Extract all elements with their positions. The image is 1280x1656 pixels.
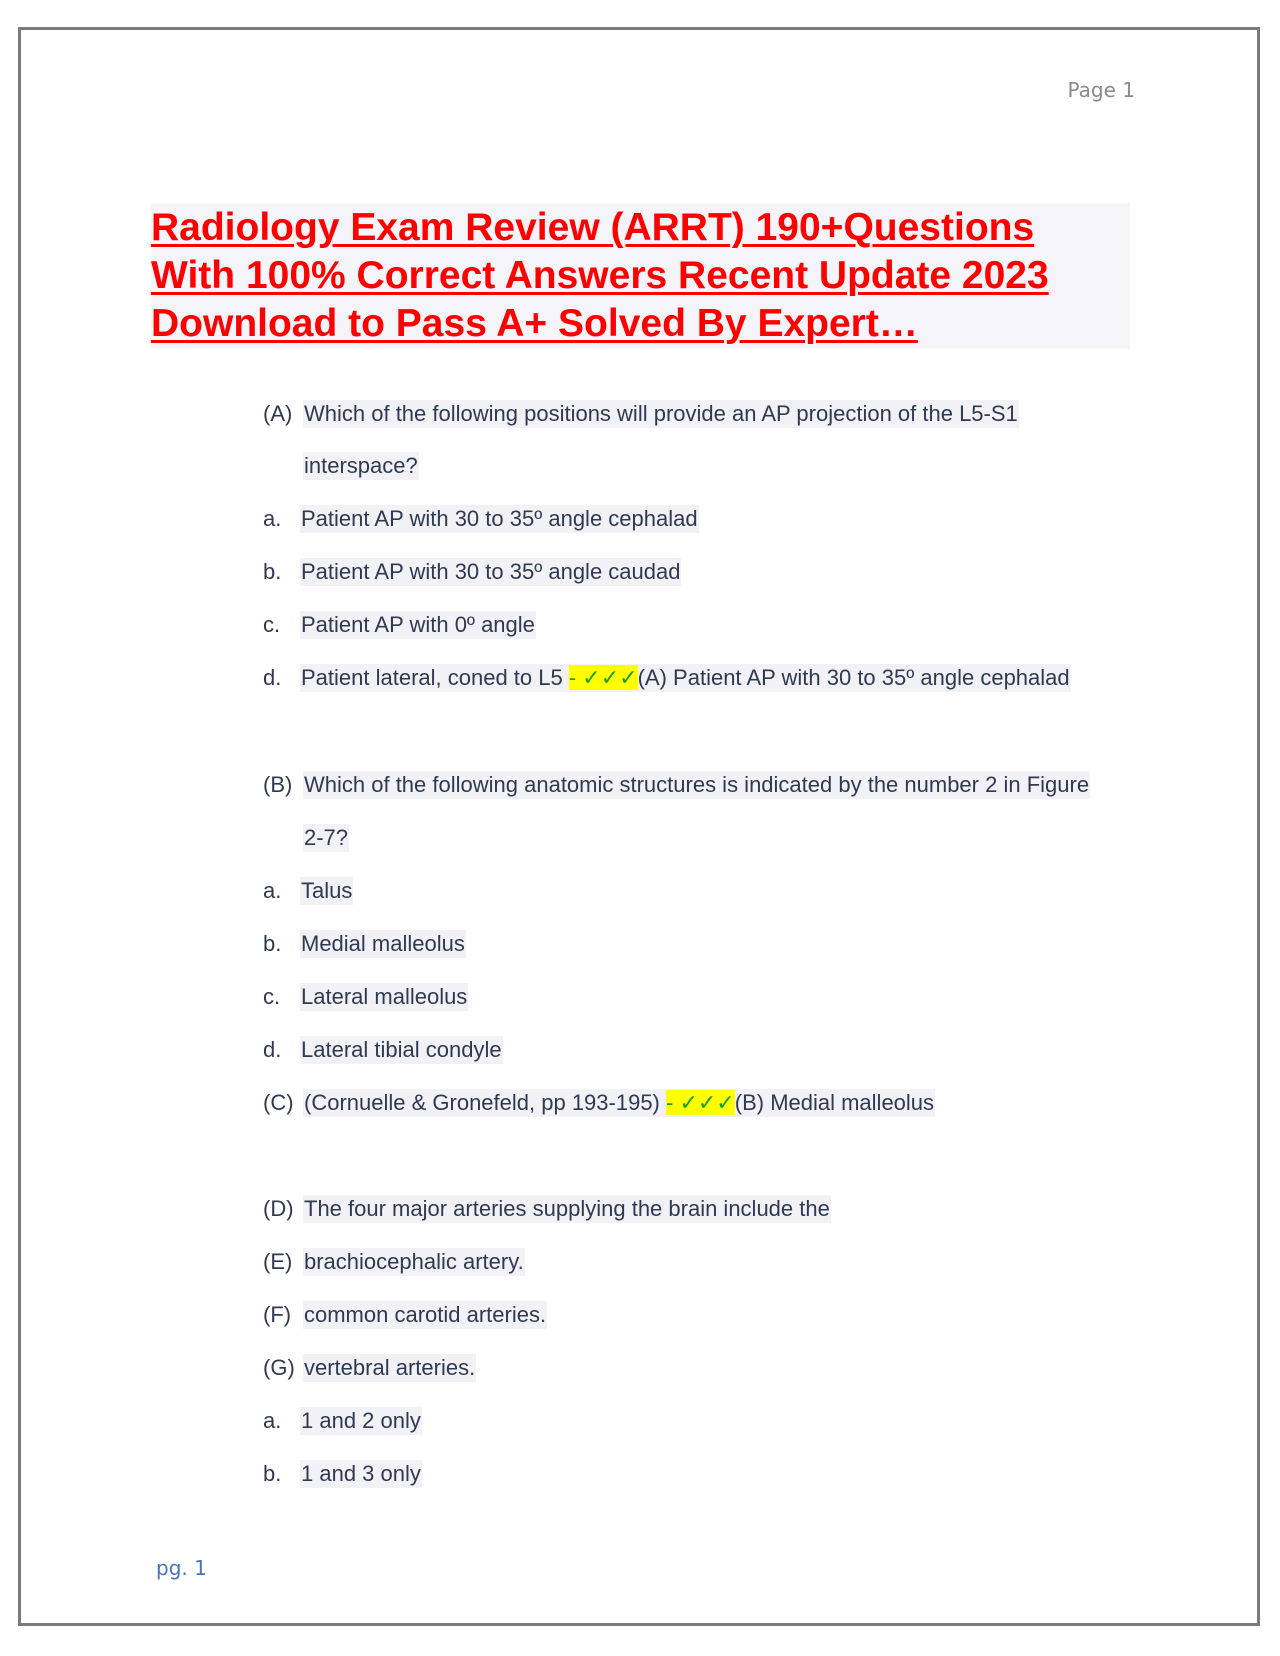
option-text: 1 and 2 only xyxy=(301,1408,421,1433)
option-text: Patient lateral, coned to L5 xyxy=(301,665,569,690)
answer-text: (A) Patient AP with 30 to 35º angle cephalad xyxy=(637,665,1070,690)
title-line-2: With 100% Correct Answers Recent Update 2023 xyxy=(151,254,1049,297)
option-marker: a. xyxy=(263,1408,282,1433)
option-text: Patient AP with 30 to 35º angle caudad xyxy=(301,559,681,584)
question-text: Which of the following positions will provide an AP projection of the L5-S1 xyxy=(304,401,1018,426)
option-marker: a. xyxy=(263,878,282,903)
option-text: Lateral malleolus xyxy=(301,984,468,1009)
item-marker: (D) xyxy=(263,1196,294,1221)
option-marker: b. xyxy=(263,931,282,956)
option-marker: b. xyxy=(263,559,282,584)
checkmark-highlight: - ✓✓✓ xyxy=(568,665,638,690)
item-text-with-answer xyxy=(303,1089,935,1117)
item-marker: (E) xyxy=(263,1249,293,1274)
item-text: brachiocephalic artery. xyxy=(304,1249,524,1274)
question-marker: (B) xyxy=(263,772,293,797)
option-marker: a. xyxy=(263,506,282,531)
question-text: Which of the following anatomic structures is indicated by the number 2 in Figure xyxy=(304,772,1090,797)
item-marker: (C) xyxy=(263,1090,294,1115)
footer-page-number: pg. 1 xyxy=(156,1556,207,1580)
answer-text: (B) Medial malleolus xyxy=(734,1090,935,1115)
option-marker: b. xyxy=(263,1461,282,1486)
option-marker: c. xyxy=(263,612,281,637)
option-text: Patient AP with 0º angle xyxy=(301,612,535,637)
item-marker: (F) xyxy=(263,1302,292,1327)
question-text: 2-7? xyxy=(304,825,349,850)
question-text: interspace? xyxy=(304,453,418,478)
item-text: vertebral arteries. xyxy=(304,1355,476,1380)
title-line-1: Radiology Exam Review (ARRT) 190+Questions xyxy=(151,206,1035,249)
option-text: Patient AP with 30 to 35º angle cephalad xyxy=(301,506,698,531)
option-text: Medial malleolus xyxy=(301,931,465,956)
item-text: common carotid arteries. xyxy=(304,1302,547,1327)
header-page-number: Page 1 xyxy=(1067,78,1135,102)
item-marker: (G) xyxy=(263,1355,295,1380)
reference-text: (Cornuelle & Gronefeld, pp 193-195) xyxy=(304,1090,666,1115)
option-text: 1 and 3 only xyxy=(301,1461,421,1486)
option-text: Lateral tibial condyle xyxy=(301,1037,502,1062)
checkmark-highlight: - ✓✓✓ xyxy=(666,1090,735,1115)
title-line-3: Download to Pass A+ Solved By Expert… xyxy=(151,302,918,345)
question-marker: (A) xyxy=(263,401,293,426)
option-text: Talus xyxy=(301,878,353,903)
option-marker: d. xyxy=(263,665,282,690)
option-marker: d. xyxy=(263,1037,282,1062)
option-marker: c. xyxy=(263,984,281,1009)
item-text: The four major arteries supplying the brain include the xyxy=(304,1196,830,1221)
option-text-with-answer xyxy=(300,664,1071,692)
